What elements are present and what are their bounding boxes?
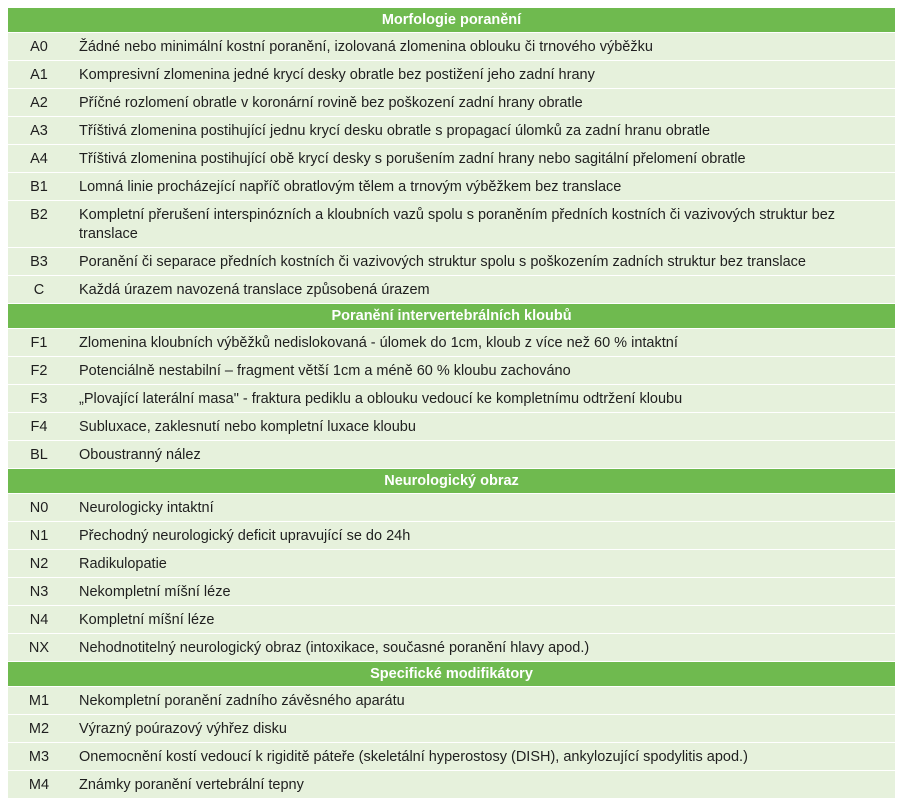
row-description: Známky poranění vertebrální tepny <box>70 771 895 799</box>
table-row <box>8 329 895 357</box>
row-description: Tříštivá zlomenina postihující obě krycí desky s porušením zadní hrany nebo sagitální přelomení obratle <box>70 145 895 173</box>
row-code: N0 <box>8 494 70 522</box>
row-description: Onemocnění kostí vedoucí k rigiditě páteře (skeletální hyperostosy (DISH), ankylozující spodylitis apod.) <box>70 743 895 771</box>
row-code: NX <box>8 634 70 662</box>
row-description: Tříštivá zlomenina postihující jednu krycí desku obratle s propagací úlomků za zadní hranu obratle <box>70 117 895 145</box>
row-code: BL <box>8 441 70 469</box>
classification-table-wrapper <box>8 8 895 799</box>
row-description: Kompletní míšní léze <box>70 606 895 634</box>
row-code: F4 <box>8 413 70 441</box>
section-title: Specifické modifikátory <box>8 662 895 687</box>
row-description: Lomná linie procházející napříč obratlovým tělem a trnovým výběžkem bez translace <box>70 173 895 201</box>
table-row <box>8 494 895 522</box>
table-row <box>8 522 895 550</box>
classification-table-body <box>8 8 895 799</box>
row-description: Neurologicky intaktní <box>70 494 895 522</box>
table-row <box>8 715 895 743</box>
row-description: Žádné nebo minimální kostní poranění, izolovaná zlomenina oblouku či trnového výběžku <box>70 33 895 61</box>
row-code: M3 <box>8 743 70 771</box>
table-row <box>8 550 895 578</box>
classification-table <box>8 8 895 799</box>
row-code: C <box>8 276 70 304</box>
row-description: Radikulopatie <box>70 550 895 578</box>
row-code: F1 <box>8 329 70 357</box>
row-description: Subluxace, zaklesnutí nebo kompletní luxace kloubu <box>70 413 895 441</box>
table-row <box>8 687 895 715</box>
section-header-morfologie <box>8 8 895 33</box>
row-description: Nehodnotitelný neurologický obraz (intoxikace, současné poranění hlavy apod.) <box>70 634 895 662</box>
row-code: F2 <box>8 357 70 385</box>
row-code: B2 <box>8 201 70 248</box>
table-row <box>8 413 895 441</box>
row-code: A0 <box>8 33 70 61</box>
row-description: Příčné rozlomení obratle v koronární rovině bez poškození zadní hrany obratle <box>70 89 895 117</box>
row-code: A2 <box>8 89 70 117</box>
row-description: Nekompletní míšní léze <box>70 578 895 606</box>
table-row <box>8 248 895 276</box>
section-header-specificke-modifikatory <box>8 662 895 687</box>
table-row <box>8 89 895 117</box>
row-code: N4 <box>8 606 70 634</box>
section-header-poraneni-kloubu <box>8 304 895 329</box>
section-header-neurologicky-obraz <box>8 469 895 494</box>
table-row <box>8 357 895 385</box>
table-row <box>8 606 895 634</box>
row-description: Každá úrazem navozená translace způsobená úrazem <box>70 276 895 304</box>
row-code: N2 <box>8 550 70 578</box>
table-row <box>8 117 895 145</box>
table-row <box>8 743 895 771</box>
row-code: N3 <box>8 578 70 606</box>
row-description: Kompletní přerušení interspinózních a kloubních vazů spolu s poraněním předních kostních či vazivových struktur bez translace <box>70 201 895 248</box>
table-row <box>8 385 895 413</box>
row-description: „Plovající laterální masa" - fraktura pediklu a oblouku vedoucí ke kompletnímu odtržení kloubu <box>70 385 895 413</box>
row-description: Nekompletní poranění zadního závěsného aparátu <box>70 687 895 715</box>
row-description: Přechodný neurologický deficit upravující se do 24h <box>70 522 895 550</box>
section-title: Morfologie poranění <box>8 8 895 33</box>
row-code: M1 <box>8 687 70 715</box>
table-row <box>8 201 895 248</box>
table-row <box>8 61 895 89</box>
row-description: Oboustranný nález <box>70 441 895 469</box>
row-code: F3 <box>8 385 70 413</box>
row-description: Potenciálně nestabilní – fragment větší 1cm a méně 60 % kloubu zachováno <box>70 357 895 385</box>
row-code: B1 <box>8 173 70 201</box>
table-row <box>8 441 895 469</box>
row-code: B3 <box>8 248 70 276</box>
row-code: M2 <box>8 715 70 743</box>
row-description: Kompresivní zlomenina jedné krycí desky obratle bez postižení jeho zadní hrany <box>70 61 895 89</box>
row-code: A3 <box>8 117 70 145</box>
table-row <box>8 578 895 606</box>
row-code: A4 <box>8 145 70 173</box>
table-row <box>8 145 895 173</box>
section-title: Neurologický obraz <box>8 469 895 494</box>
table-row <box>8 634 895 662</box>
table-row <box>8 276 895 304</box>
table-row <box>8 173 895 201</box>
row-description: Výrazný poúrazový výhřez disku <box>70 715 895 743</box>
row-code: A1 <box>8 61 70 89</box>
table-row <box>8 771 895 799</box>
table-row <box>8 33 895 61</box>
section-title: Poranění intervertebrálních kloubů <box>8 304 895 329</box>
row-description: Zlomenina kloubních výběžků nedislokovaná - úlomek do 1cm, kloub z více než 60 % intaktní <box>70 329 895 357</box>
row-code: N1 <box>8 522 70 550</box>
row-description: Poranění či separace předních kostních či vazivových struktur spolu s poškozením zadních struktur bez translace <box>70 248 895 276</box>
row-code: M4 <box>8 771 70 799</box>
